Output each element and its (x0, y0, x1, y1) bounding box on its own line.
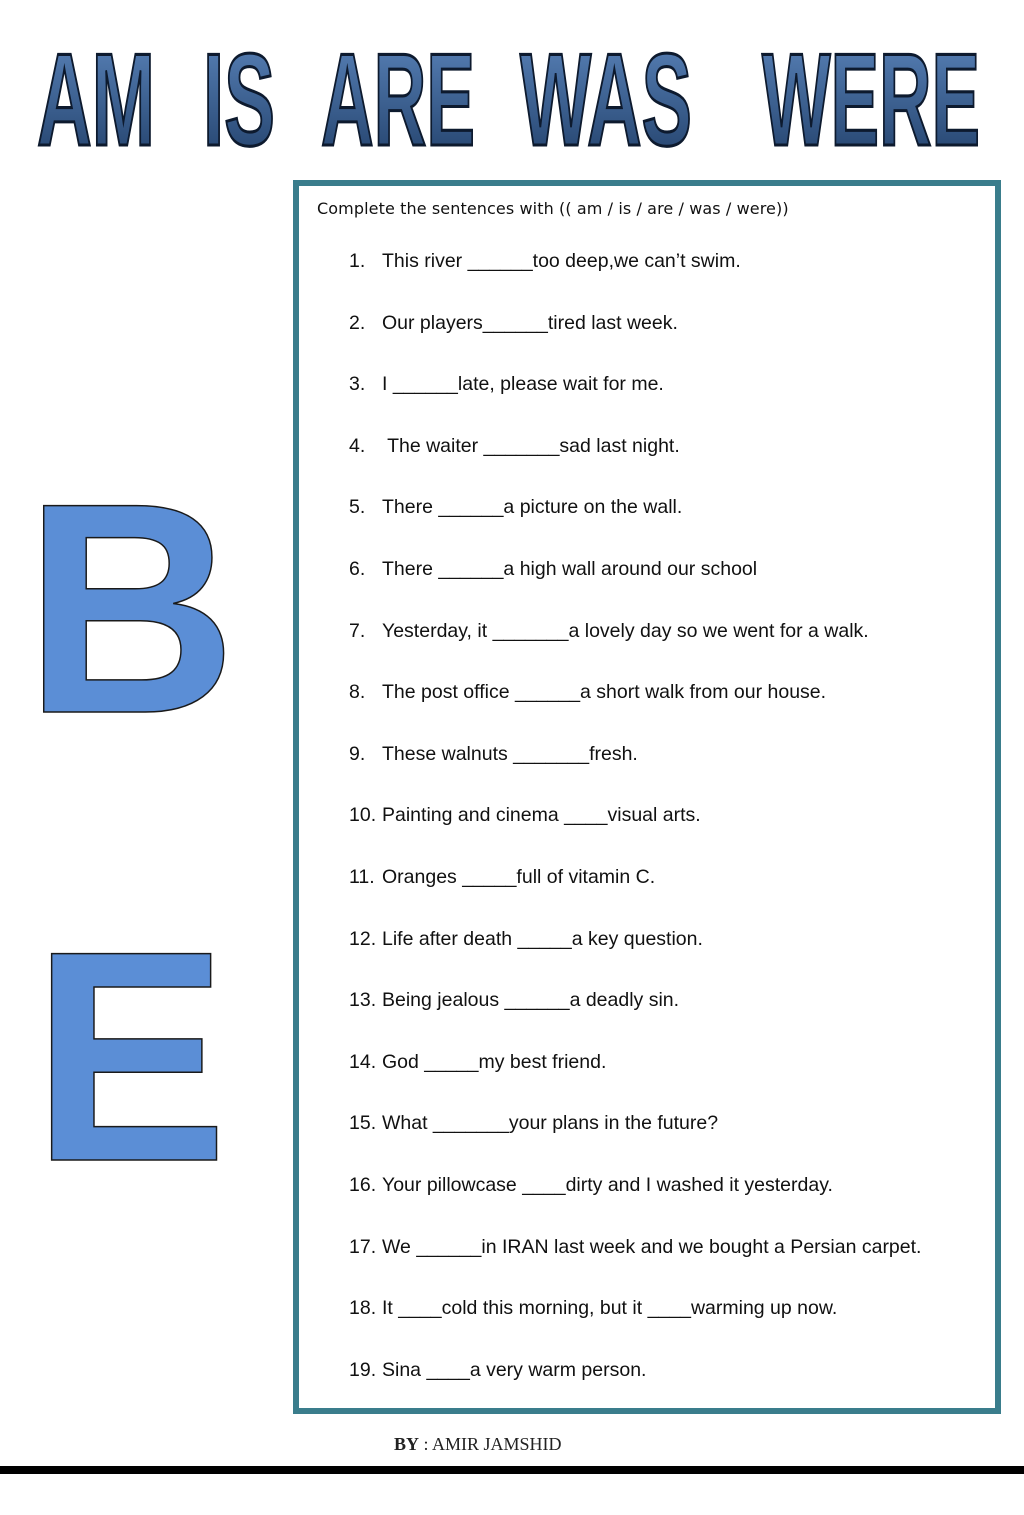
side-letters (0, 0, 280, 1200)
question-text: We ______in IRAN last week and we bought a Persian carpet. (382, 1235, 922, 1258)
big-letter-b: B (24, 440, 237, 776)
question-item (349, 1112, 718, 1140)
title-word-was: WAS (520, 26, 692, 160)
question-item (349, 1174, 833, 1202)
question-number: 6. (349, 558, 366, 580)
big-letter-e: E (32, 888, 228, 1200)
question-item (349, 1236, 921, 1264)
question-number: 14. (349, 1050, 377, 1073)
question-number: 1. (349, 250, 366, 272)
question-number: 11. (349, 866, 375, 888)
question-number: 13. (349, 989, 377, 1012)
question-text: Painting and cinema ____visual arts. (382, 804, 701, 827)
author-credit (394, 1434, 562, 1455)
question-item (349, 1051, 606, 1079)
question-text: There ______a picture on the wall. (382, 496, 683, 519)
question-item (349, 435, 680, 463)
question-text: Our players______tired last week. (382, 311, 678, 334)
question-item (349, 1297, 837, 1325)
question-text: The waiter _______sad last night. (382, 434, 680, 457)
question-text: What _______your plans in the future? (382, 1112, 719, 1135)
question-item (349, 804, 701, 832)
worksheet-box (293, 180, 1001, 1414)
title-word-were: WERE (762, 26, 980, 160)
question-number: 16. (349, 1174, 377, 1196)
author-name: AMIR JAMSHID (432, 1434, 562, 1454)
by-label: BY (394, 1434, 420, 1454)
question-text: Oranges _____full of vitamin C. (382, 866, 656, 888)
question-number: 5. (349, 496, 366, 519)
question-text: Sina ____a very warm person. (382, 1358, 647, 1381)
question-text: Being jealous ______a deadly sin. (382, 989, 680, 1012)
question-number: 4. (349, 434, 366, 457)
question-item (349, 681, 826, 709)
question-text: This river ______too deep,we can’t swim. (382, 250, 741, 272)
question-item (349, 558, 757, 586)
question-number: 19. (349, 1358, 377, 1381)
question-item (349, 312, 678, 340)
question-number: 12. (349, 927, 377, 950)
question-number: 18. (349, 1297, 377, 1320)
question-text: I ______late, please wait for me. (382, 373, 664, 396)
question-text: Life after death _____a key question. (382, 927, 703, 950)
question-text: The post office ______a short walk from our house. (382, 681, 827, 704)
question-number: 3. (349, 373, 366, 396)
question-item (349, 866, 655, 894)
question-number: 10. (349, 804, 377, 827)
question-text: These walnuts _______fresh. (382, 742, 638, 765)
question-text: God _____my best friend. (382, 1050, 607, 1073)
question-number: 17. (349, 1235, 377, 1258)
question-item (349, 373, 664, 401)
question-item (349, 928, 703, 956)
question-text: There ______a high wall around our school (382, 558, 758, 580)
question-number: 8. (349, 681, 366, 704)
question-item (349, 250, 741, 278)
question-item (349, 1359, 646, 1387)
credit-separator: : (419, 1434, 433, 1454)
title-word-is: IS (203, 26, 275, 160)
question-item (349, 496, 682, 524)
question-number: 7. (349, 619, 366, 642)
title-word-are: ARE (321, 26, 475, 160)
question-text: It ____cold this morning, but it ____warming up now. (382, 1297, 838, 1320)
question-item (349, 620, 869, 648)
title-word-am: AM (37, 26, 155, 160)
question-item (349, 989, 679, 1017)
bottom-divider (0, 1466, 1024, 1474)
question-number: 15. (349, 1112, 377, 1135)
question-text: Yesterday, it _______a lovely day so we went for a walk. (382, 619, 869, 642)
question-number: 2. (349, 311, 366, 334)
question-number: 9. (349, 742, 366, 765)
instruction-text: Complete the sentences with (( am / is / are / was / were)) (317, 199, 789, 218)
question-text: Your pillowcase ____dirty and I washed it yesterday. (382, 1174, 833, 1196)
question-item (349, 743, 638, 771)
